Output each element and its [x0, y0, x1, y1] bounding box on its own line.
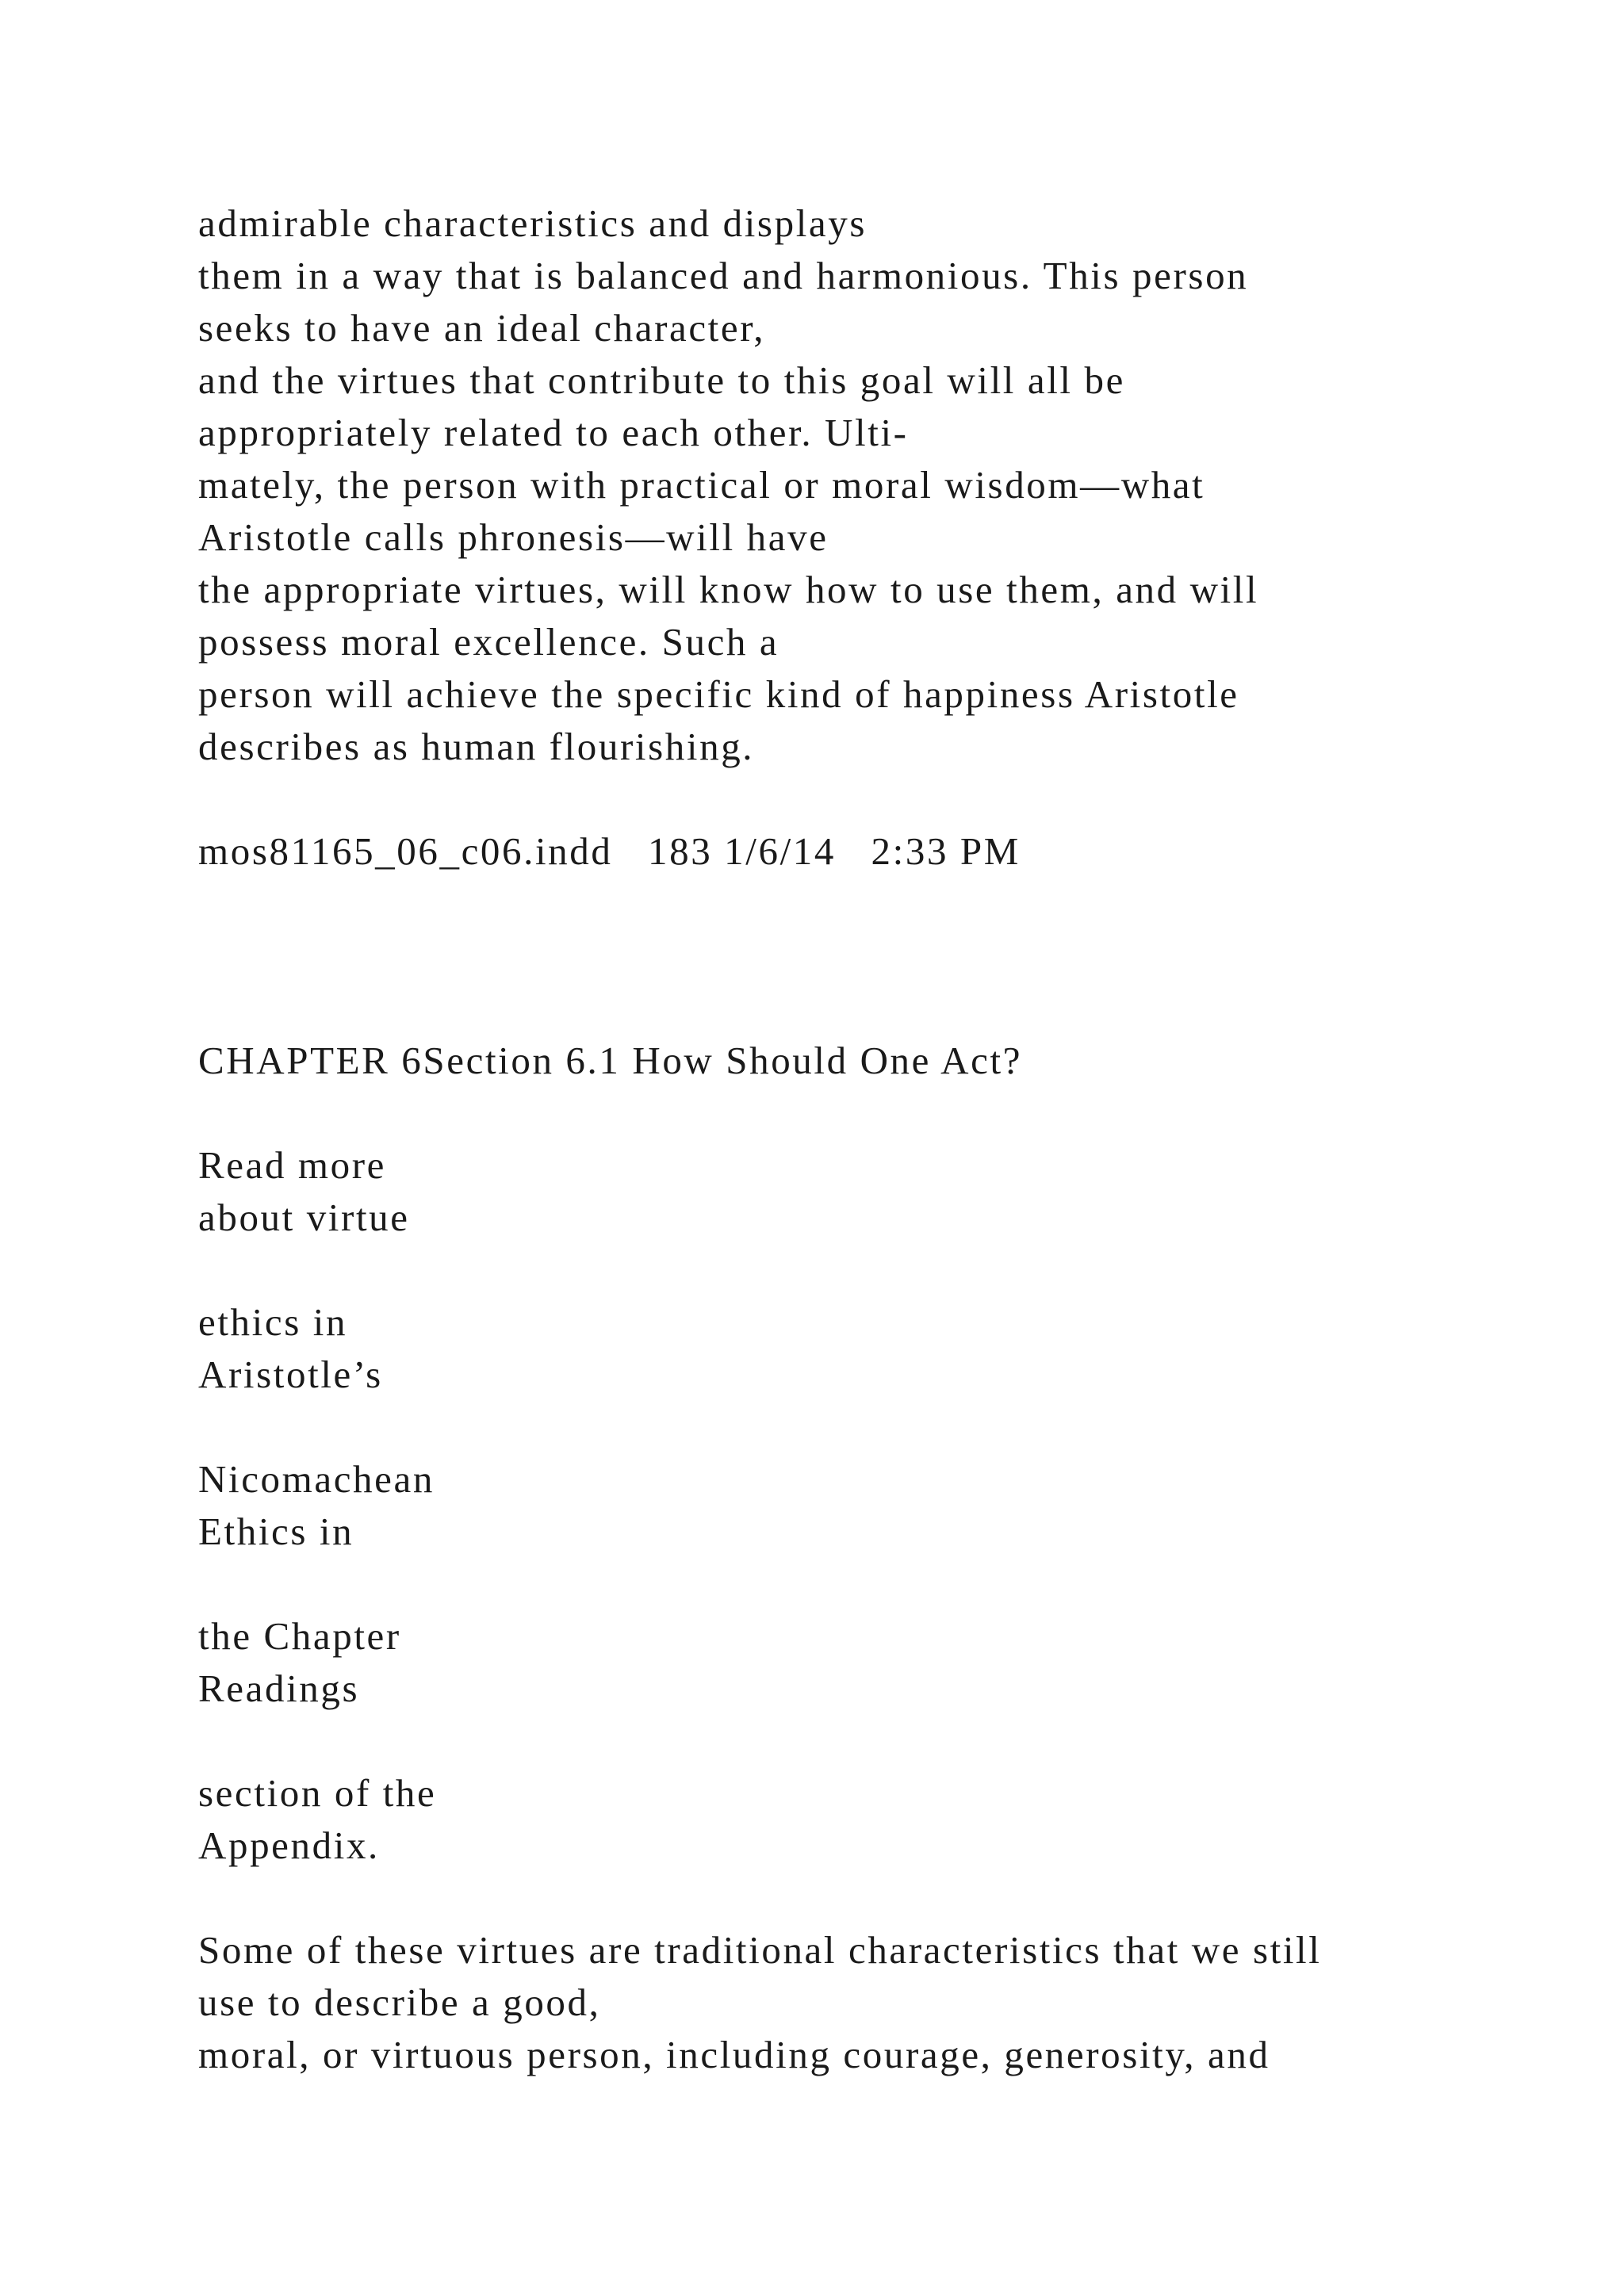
body-text-line: seeks to have an ideal character, — [198, 306, 766, 350]
body-text-line: describes as human flourishing. — [198, 725, 755, 768]
sidebar-text-line: section of the — [198, 1771, 437, 1815]
sidebar-text-line: Ethics in — [198, 1510, 354, 1553]
sidebar-text-line: ethics in — [198, 1300, 348, 1344]
body-text-line: Some of these virtues are traditional characteristics that we still — [198, 1928, 1322, 1972]
print-slug-line: mos81165_06_c06.indd 183 1/6/14 2:33 PM — [198, 829, 1021, 873]
body-text-line: appropriately related to each other. Ulti- — [198, 411, 909, 454]
body-text-line: person will achieve the specific kind of happiness Aristotle — [198, 672, 1239, 716]
chapter-section-heading: CHAPTER 6Section 6.1 How Should One Act? — [198, 1039, 1023, 1082]
body-text-line: moral, or virtuous person, including courage, generosity, and — [198, 2033, 1270, 2076]
sidebar-text-line: Readings — [198, 1667, 360, 1710]
body-text-line: them in a way that is balanced and harmonious. This person — [198, 254, 1249, 297]
sidebar-text-line: the Chapter — [198, 1614, 401, 1658]
sidebar-text-line: Nicomachean — [198, 1457, 435, 1501]
body-text-line: mately, the person with practical or moral wisdom—what — [198, 463, 1205, 507]
body-text-line: admirable characteristics and displays — [198, 201, 868, 245]
body-text-line: possess moral excellence. Such a — [198, 620, 779, 664]
sidebar-text-line: Appendix. — [198, 1823, 380, 1867]
body-text-line: the appropriate virtues, will know how to use them, and will — [198, 568, 1259, 611]
sidebar-text-line: Read more — [198, 1143, 387, 1187]
body-text-line: use to describe a good, — [198, 1980, 601, 2024]
sidebar-text-line: Aristotle’s — [198, 1353, 383, 1396]
body-text-line: Aristotle calls phronesis—will have — [198, 515, 829, 559]
body-text-line: and the virtues that contribute to this goal will all be — [198, 358, 1125, 402]
sidebar-text-line: about virtue — [198, 1196, 410, 1239]
